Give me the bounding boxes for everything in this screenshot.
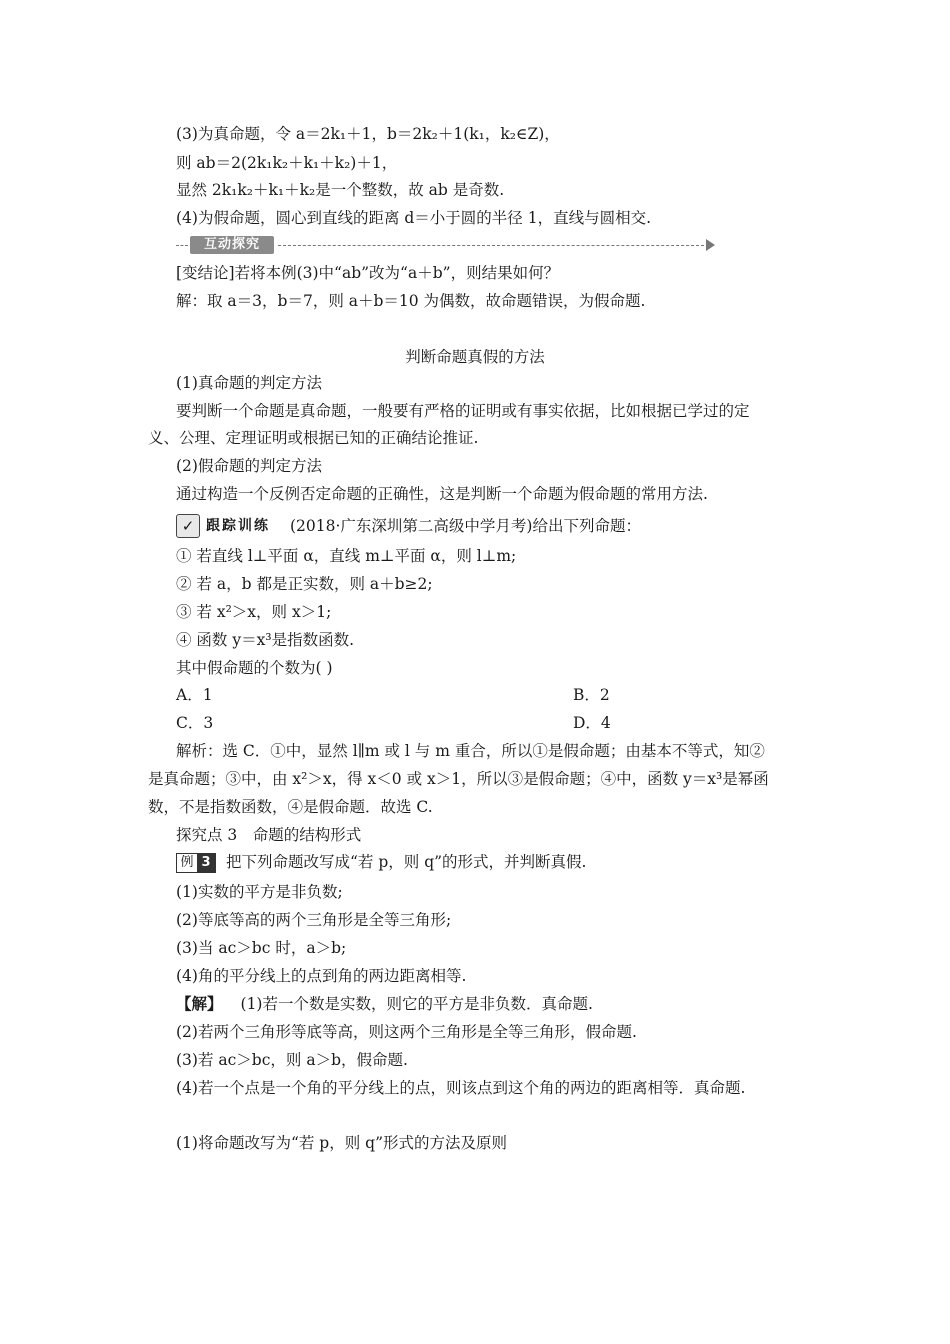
text-line: (4)为假命题，圆心到直线的距离 d＝小于圆的半径 1，直线与圆相交. (176, 209, 652, 227)
text-line: (2)若两个三角形等底等高，则这两个三角形是全等三角形，假命题. (176, 1023, 637, 1041)
text-line: ① 若直线 l⊥平面 α，直线 m⊥平面 α，则 l⊥m; (176, 547, 517, 565)
text-line: (4)角的平分线上的点到角的两边距离相等. (176, 967, 467, 985)
solution-line: 【解】 (1)若一个数是实数，则它的平方是非负数．真命题. (176, 994, 593, 1013)
text-line: (2)假命题的判定方法 (176, 457, 322, 475)
check-icon: ✓ (176, 514, 200, 538)
text-line: 义、公理、定理证明或根据已知的正确结论推证. (148, 429, 479, 447)
text-line: 解析：选 C．①中，显然 l∥m 或 l 与 m 重合，所以①是假命题；由基本不等式，知② (176, 742, 765, 760)
follow-training-label: 跟踪训练 (206, 518, 270, 534)
text-line: 解：取 a＝3，b＝7，则 a＋b＝10 为偶数，故命题错误，为假命题. (176, 292, 646, 310)
text-line: 显然 2k₁k₂＋k₁＋k₂是一个整数，故 ab 是奇数. (176, 181, 505, 199)
text-line: ③ 若 x²＞x，则 x＞1; (176, 603, 332, 621)
text-line: 数，不是指数函数，④是假命题．故选 C. (148, 798, 433, 816)
solution-tag: 【解】 (176, 994, 223, 1013)
text-line: 要判断一个命题是真命题，一般要有严格的证明或有事实依据，比如根据已学过的定 (176, 402, 750, 420)
arrow-icon (706, 239, 715, 251)
text-line: (3)若 ac＞bc，则 a＞b，假命题. (176, 1051, 408, 1069)
text-line: (3)为真命题，令 a＝2k₁＋1，b＝2k₂＋1(k₁，k₂∈Z)， (176, 125, 560, 143)
example-badge: 例 3 (176, 853, 216, 873)
option-a: A．1 (176, 686, 213, 704)
example-line: 例 3 把下列命题改写成“若 p，则 q”的形式，并判断真假. (176, 852, 586, 873)
text-line: (4)若一个点是一个角的平分线上的点，则该点到这个角的两边的距离相等．真命题. (176, 1079, 746, 1097)
text-line: 其中假命题的个数为( ) (176, 659, 333, 677)
follow-training-badge (176, 514, 276, 536)
method-title: 判断命题真假的方法 (405, 348, 545, 366)
text-line: ④ 函数 y＝x³是指数函数. (176, 631, 354, 649)
text-line: (1)真命题的判定方法 (176, 374, 322, 392)
text-line: [变结论]若将本例(3)中“ab”改为“a＋b”，则结果如何？ (176, 264, 560, 282)
text-line: (2018·广东深圳第二高级中学月考)给出下列命题： (290, 517, 641, 535)
text-line: (3)当 ac＞bc 时，a＞b; (176, 939, 347, 957)
option-c: C．3 (176, 714, 214, 732)
text-line: 则 ab＝2(2k₁k₂＋k₁＋k₂)＋1， (176, 154, 398, 172)
text-line: 是真命题；③中，由 x²＞x，得 x＜0 或 x＞1，所以③是假命题；④中，函数 y＝x³是幂函 (148, 770, 769, 788)
text-line: 通过构造一个反例否定命题的正确性，这是判断一个命题为假命题的常用方法. (176, 485, 708, 503)
interactive-explore-divider (176, 236, 556, 254)
option-d: D．4 (573, 714, 611, 732)
text-line: (1)实数的平方是非负数; (176, 883, 343, 901)
text-line: (1)将命题改写为“若 p，则 q”形式的方法及原则 (176, 1134, 508, 1152)
text-line: (2)等底等高的两个三角形是全等三角形; (176, 911, 452, 929)
interactive-explore-label: 互动探究 (190, 236, 274, 254)
option-b: B．2 (573, 686, 610, 704)
text-line: ② 若 a，b 都是正实数，则 a＋b≥2; (176, 575, 433, 593)
section-heading: 探究点 3 命题的结构形式 (176, 826, 362, 844)
